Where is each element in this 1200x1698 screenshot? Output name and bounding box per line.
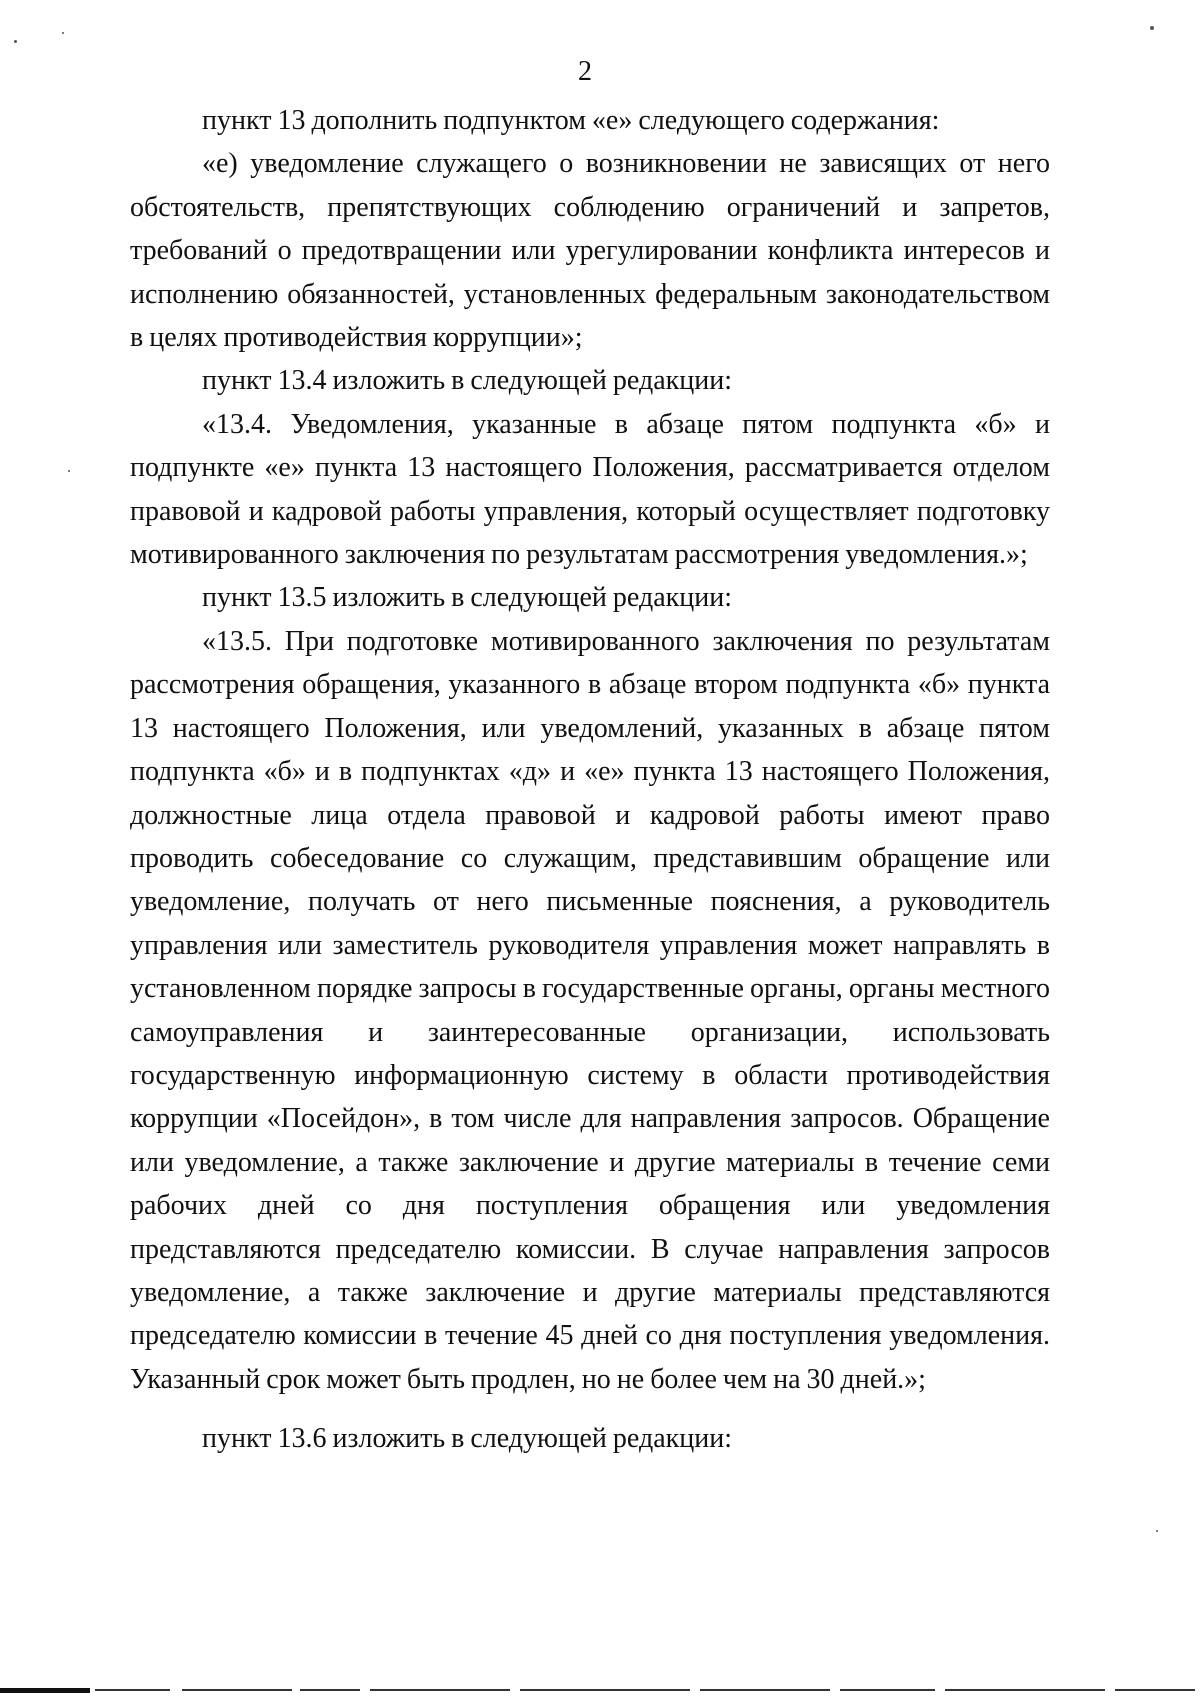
scan-speck (14, 40, 17, 43)
scan-speck (68, 470, 70, 472)
page-number: 2 (578, 56, 592, 87)
scan-speck (1156, 1530, 1158, 1532)
paragraph-amend-13: пункт 13 дополнить подпунктом «е» следующего содержания: (202, 105, 940, 136)
paragraph-13-5-text: «13.5. При подготовке мотивированного заключения по результатам рассмотрения обращения, указанного в абзаце втором подпункта «б» пункта 13 настоящего Положения, или уведомлений, указанных в абзаце пятом подпункта «б» и в подпунктах «д» и «е» пункта 13 настоящего Положения, должностные лица отдела правовой и кадровой работы имеют право проводить собеседование со служащим, представившим обращение или уведомление, получать от него письменные пояснения, а руководитель управления или заместитель руководителя управления может направлять в установленном порядке запросы в государственные органы, органы местного самоуправления и заинтересованные организации, использовать государственную информационную систему в области противодействия коррупции «Посейдон», в том числе для направления запросов. Обращение или уведомление, а также заключение и другие материалы в течение семи рабочих дней со дня поступления обращения или уведомления представляются председателю комиссии. В случае направления запросов уведомление, а также заключение и другие материалы представляются председателю комиссии в течение 45 дней со дня поступления уведомления. Указанный срок может быть продлен, но не более чем на 30 дней.»; (130, 625, 1050, 1395)
scan-edge-line (0, 1688, 1200, 1692)
paragraph-amend-13-5: пункт 13.5 изложить в следующей редакции: (202, 582, 732, 614)
paragraph-subitem-e: «е) уведомление служащего о возникновении не зависящих от него обстоятельств, препятствующих соблюдению ограничений и запретов, требований о предотвращении или урегулировании конфликта интересов и исполнению обязанностей, установленных федеральным законодательством в целях противодействия коррупции»; (130, 148, 1050, 354)
paragraph-amend-13-6: пункт 13.6 изложить в следующей редакции: (202, 1423, 732, 1455)
document-body (130, 99, 1050, 1461)
paragraph-13-4-text: «13.4. Уведомления, указанные в абзаце пятом подпункта «б» и подпункте «е» пункта 13 настоящего Положения, рассматривается отделом правовой и кадровой работы управления, который осуществляет подготовку мотивированного заключения по результатам рассмотрения уведомления.»; (130, 408, 1050, 571)
scan-speck (62, 32, 64, 34)
scan-speck (1150, 26, 1154, 30)
paragraph-amend-13-4: пункт 13.4 изложить в следующей редакции: (202, 365, 732, 397)
